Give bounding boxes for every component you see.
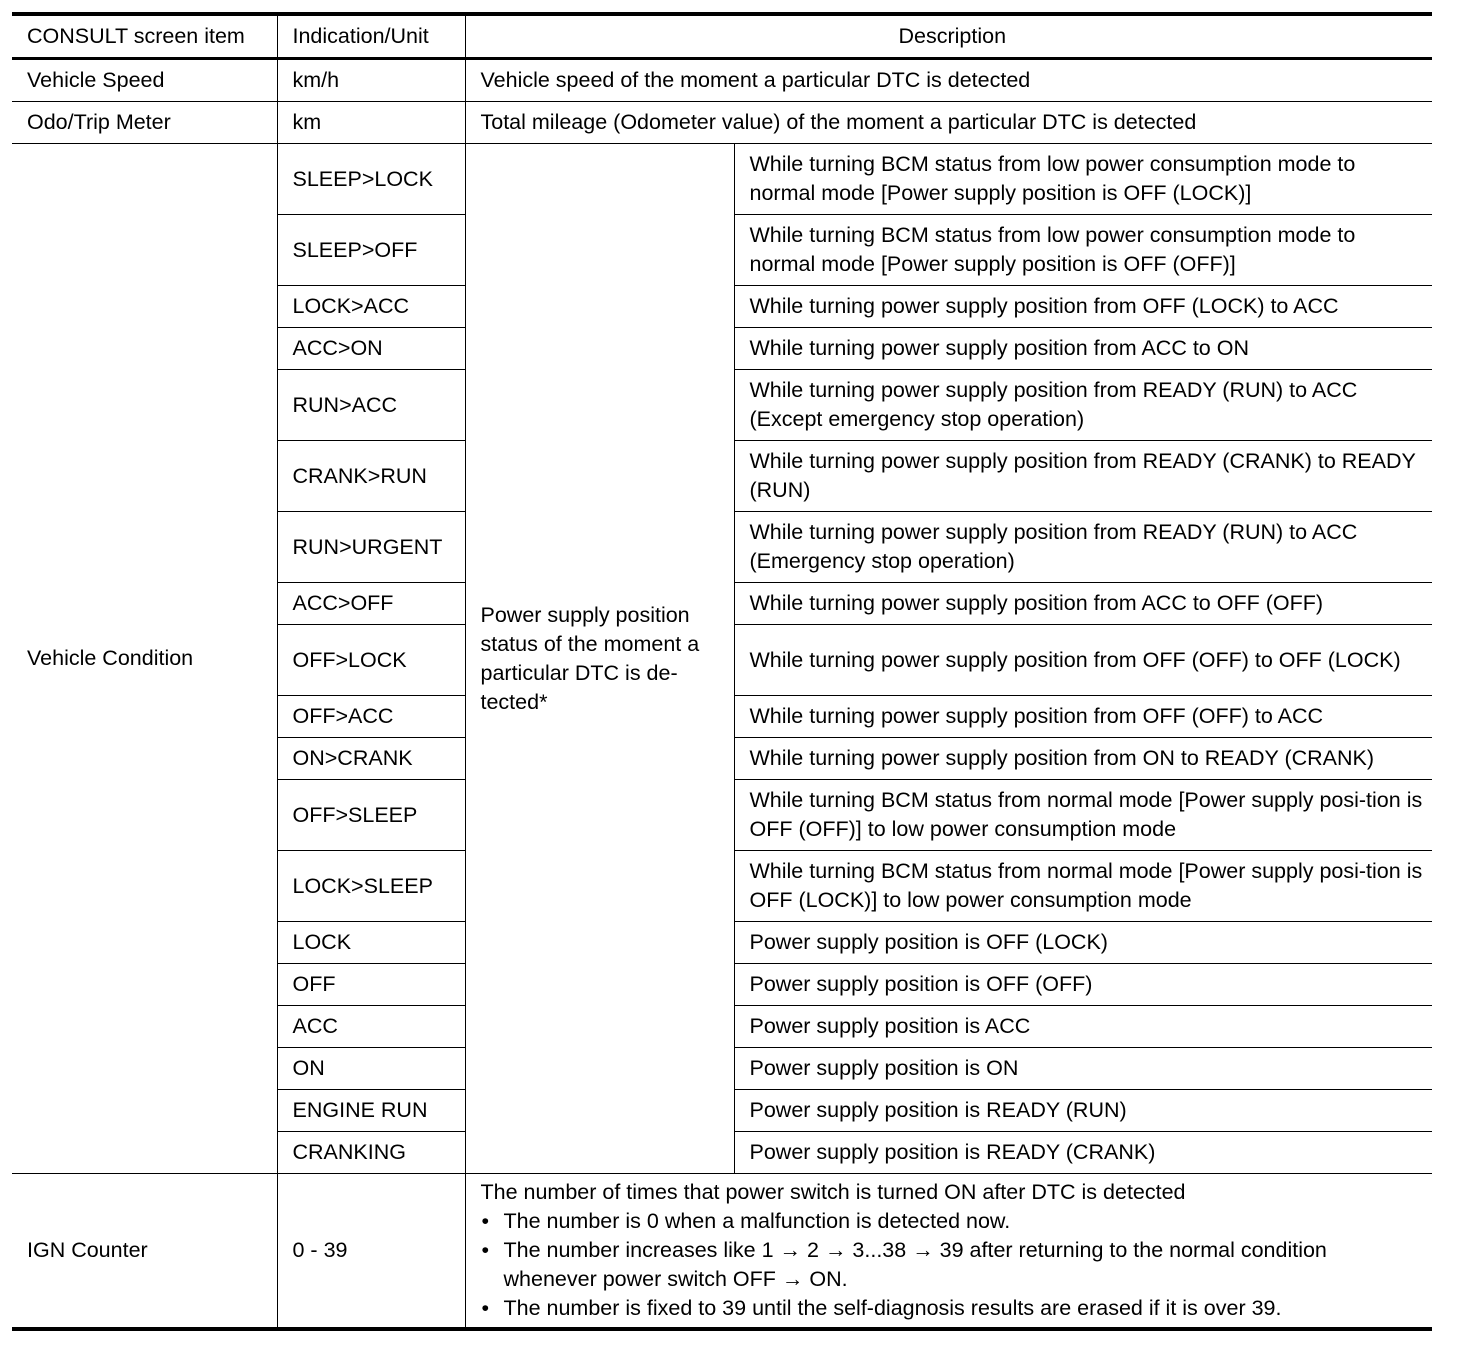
unit-ign-counter: 0 - 39 [277,1174,465,1330]
description-odo-trip: Total mileage (Odometer value) of the moment a particular DTC is detected [465,102,1432,144]
condition-indication: LOCK>SLEEP [277,851,465,922]
condition-indication: CRANKING [277,1132,465,1174]
unit-odo-trip: km [277,102,465,144]
condition-indication: OFF>ACC [277,696,465,738]
consult-data-table [12,12,1432,1331]
condition-description: While turning power supply position from READY (RUN) to ACC (Emergency stop operation) [734,512,1432,583]
list-item: • The number is fixed to 39 until the self-diagnosis results are erased if it is over 39. [481,1294,1425,1323]
unit-vehicle-speed: km/h [277,59,465,102]
condition-indication: RUN>ACC [277,370,465,441]
condition-indication: OFF>LOCK [277,625,465,696]
header-row [12,14,1432,59]
condition-indication: SLEEP>LOCK [277,144,465,215]
condition-indication: ACC>ON [277,328,465,370]
condition-description: Power supply position is OFF (LOCK) [734,922,1432,964]
vehicle-condition-general-description: Power supply position status of the moment a particular DTC is de-tected* [465,144,734,1174]
table-row [12,144,1432,215]
ign-counter-bullet-list [481,1207,1425,1323]
condition-description: While turning power supply position from ACC to OFF (OFF) [734,583,1432,625]
description-ign-counter [465,1174,1432,1330]
consult-table-container [12,12,1432,1331]
condition-indication: SLEEP>OFF [277,215,465,286]
condition-description: While turning BCM status from low power consumption mode to normal mode [Power supply position is OFF (OFF)] [734,215,1432,286]
condition-description: Power supply position is OFF (OFF) [734,964,1432,1006]
header-indication-unit: Indication/Unit [277,14,465,59]
item-odo-trip: Odo/Trip Meter [12,102,277,144]
table-row-vehicle-speed [12,59,1432,102]
condition-indication: LOCK [277,922,465,964]
condition-description: While turning power supply position from READY (CRANK) to READY (RUN) [734,441,1432,512]
ign-counter-intro: The number of times that power switch is turned ON after DTC is detected [480,1180,1186,1204]
condition-description: While turning power supply position from OFF (OFF) to OFF (LOCK) [734,625,1432,696]
condition-indication: OFF>SLEEP [277,780,465,851]
item-ign-counter: IGN Counter [12,1174,277,1330]
condition-description: Power supply position is READY (CRANK) [734,1132,1432,1174]
condition-indication: ACC>OFF [277,583,465,625]
list-item: • The number increases like 1 → 2 → 3...38 → 39 after returning to the normal condition whenever power switch OFF → ON. [481,1236,1425,1294]
item-vehicle-speed: Vehicle Speed [12,59,277,102]
condition-indication: ENGINE RUN [277,1090,465,1132]
condition-description: Power supply position is ACC [734,1006,1432,1048]
list-item: • The number is 0 when a malfunction is detected now. [481,1207,1425,1236]
condition-description: While turning power supply position from ACC to ON [734,328,1432,370]
condition-indication: LOCK>ACC [277,286,465,328]
condition-description: While turning power supply position from OFF (OFF) to ACC [734,696,1432,738]
condition-description: Power supply position is ON [734,1048,1432,1090]
condition-indication: ON [277,1048,465,1090]
condition-indication: OFF [277,964,465,1006]
description-vehicle-speed: Vehicle speed of the moment a particular DTC is detected [465,59,1432,102]
condition-description: While turning power supply position from OFF (LOCK) to ACC [734,286,1432,328]
condition-description: While turning BCM status from low power consumption mode to normal mode [Power supply position is OFF (LOCK)] [734,144,1432,215]
table-row-odo-trip [12,102,1432,144]
table-row-ign-counter [12,1174,1432,1330]
condition-description: Power supply position is READY (RUN) [734,1090,1432,1132]
condition-description: While turning power supply position from READY (RUN) to ACC (Except emergency stop operation) [734,370,1432,441]
condition-description: While turning BCM status from normal mode [Power supply posi-tion is OFF (LOCK)] to low power consumption mode [734,851,1432,922]
header-description: Description [465,14,1432,59]
condition-indication: ON>CRANK [277,738,465,780]
condition-indication: CRANK>RUN [277,441,465,512]
condition-description: While turning power supply position from ON to READY (CRANK) [734,738,1432,780]
header-screen-item: CONSULT screen item [12,14,277,59]
condition-indication: RUN>URGENT [277,512,465,583]
condition-description: While turning BCM status from normal mode [Power supply posi-tion is OFF (OFF)] to low power consumption mode [734,780,1432,851]
condition-indication: ACC [277,1006,465,1048]
item-vehicle-condition: Vehicle Condition [12,144,277,1174]
